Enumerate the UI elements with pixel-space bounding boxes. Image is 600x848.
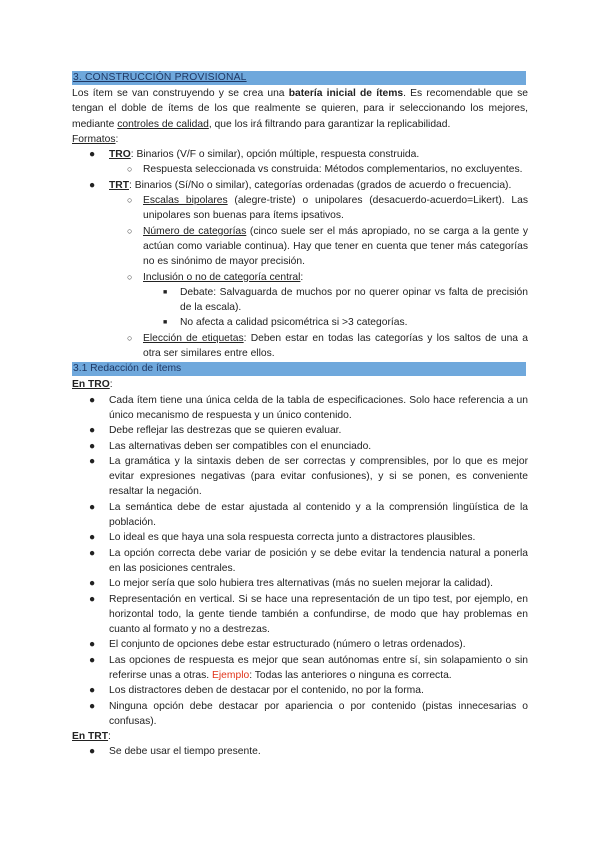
list-item: ● La semántica debe de estar ajustada al contenido y a la comprensión lingüística de la población.	[89, 501, 528, 529]
section-3-1-heading: 3.1 Redacción de ítems	[72, 362, 526, 376]
bullet-icon: ●	[89, 547, 96, 559]
bullet-icon: ■	[163, 319, 168, 327]
list-item-tro: ● TRO: Binarios (V/F o similar), opción múltiple, respuesta construida.	[72, 147, 528, 162]
list-item-autonomas: ● Las opciones de respuesta es mejor que sean autónomas entre sí, sin solapamiento o sin referirse unas a otras. Ejemplo: Todas las anteriores o ninguna es correcta.	[89, 654, 528, 681]
list-item: ● Debe reflejar las destrezas que se quieren evaluar.	[72, 423, 528, 438]
list-item: ● Lo mejor sería que solo hubiera tres alternativas (más no suelen mejorar la calidad).	[72, 576, 528, 591]
bullet-icon: ●	[89, 685, 96, 697]
formatos-list	[72, 147, 528, 361]
bullet-icon: ●	[89, 639, 96, 651]
bullet-icon: ●	[89, 455, 96, 467]
list-item: ● Las alternativas deben ser compatibles con el enunciado.	[72, 439, 528, 454]
list-item: ● Representación en vertical. Si se hace una representación de un tipo test, por ejemplo, en horizontal todo, la gente tiende también a confundirse, de modo que hay problemas en cuanto al formato y no a destrezas.	[89, 593, 528, 636]
bullet-icon: ○	[127, 225, 133, 236]
bullet-icon: ●	[89, 501, 96, 513]
bullet-icon: ●	[89, 593, 96, 605]
bullet-icon: ●	[89, 425, 96, 437]
tro-rules-list	[72, 393, 528, 730]
list-item: ● Cada ítem tiene una única celda de la tabla de especificaciones. Solo hace referencia a un único mecanismo de respuesta y un único contenido.	[89, 394, 528, 421]
bullet-icon: ●	[89, 700, 96, 712]
bullet-icon: ●	[89, 578, 96, 590]
bullet-icon: ●	[89, 654, 96, 666]
list-item-numero: ○ Número de categorías (cinco suele ser el más apropiado, no se carga a la gente y actúan como variable continua). Hay que tener en cuenta que tener más categorías no es sinónimo de mayor precisión.	[127, 225, 528, 268]
list-item: ● El conjunto de opciones debe estar estructurado (número o letras ordenados).	[72, 637, 528, 652]
section-3-heading: 3. CONSTRUCCIÓN PROVISIONAL	[72, 71, 526, 85]
bullet-icon: ●	[89, 746, 96, 758]
list-item-no-afecta: ■ No afecta a calidad psicométrica si >3 categorías.	[72, 315, 528, 330]
bullet-icon: ●	[89, 532, 96, 544]
list-item-trt: ● TRT: Binarios (Sí/No o similar), categorías ordenadas (grados de acuerdo o frecuencia).	[72, 178, 528, 193]
bullet-icon: ○	[127, 164, 133, 175]
trt-rules-list	[72, 744, 528, 759]
list-item-debate: ■ Debate: Salvaguarda de muchos por no querer opinar vs falta de precisión de la escala).	[163, 286, 528, 314]
bullet-icon: ○	[127, 271, 133, 282]
bullet-icon: ●	[89, 179, 96, 191]
list-item: ● Ninguna opción debe destacar por apariencia o por contenido (pistas innecesarias o confusas).	[89, 700, 528, 727]
section-3-intro: Los ítem se van construyendo y se crea una batería inicial de ítems. Es recomendable que se tengan el doble de ítems de los que realmente se quieren, para ir seleccionando los mejores, mediante controles de calidad, que los irá filtrando para garantizar la replicabilidad.	[72, 88, 528, 130]
list-item-inclusion: ○ Inclusión o no de categoría central:	[72, 270, 528, 285]
bullet-icon: ●	[89, 440, 96, 452]
formatos-label: Formatos:	[72, 133, 119, 145]
list-item-escalas: ○ Escalas bipolares (alegre-triste) o unipolares (desacuerdo-acuerdo=Likert). Las unipolares son buenas para ítems ipsativos.	[127, 195, 529, 222]
en-trt-label: En TRT:	[72, 731, 111, 743]
list-item-tro-sub: ○ Respuesta seleccionada vs construida: Métodos complementarios, no excluyentes.	[72, 162, 528, 177]
list-item: ● Lo ideal es que haya una sola respuesta correcta junto a distractores plausibles.	[72, 530, 528, 545]
list-item-eleccion: ○ Elección de etiquetas: Deben estar en todas las categorías y los saltos de una a otra ser similares entre ellos.	[127, 332, 528, 360]
bullet-icon: ●	[89, 394, 96, 406]
bullet-icon: ■	[163, 288, 168, 296]
list-item: ● Se debe usar el tiempo presente.	[72, 744, 528, 759]
list-item: ● La gramática y la sintaxis deben de ser correctas y comprensibles, por lo que es mejor evitar expresiones negativas (para evitar confusiones), y si se ponen, es conveniente resaltar la negación.	[89, 455, 528, 498]
document-page	[72, 71, 528, 760]
bullet-icon: ○	[127, 195, 133, 206]
bullet-icon: ○	[127, 332, 133, 343]
list-item: ● La opción correcta debe variar de posición y se debe evitar la tendencia natural a ponerla en las posiciones centrales.	[89, 547, 528, 574]
bullet-icon: ●	[89, 149, 96, 161]
en-tro-label: En TRO:	[72, 379, 113, 391]
list-item: ● Los distractores deben de destacar por el contenido, no por la forma.	[72, 683, 528, 698]
